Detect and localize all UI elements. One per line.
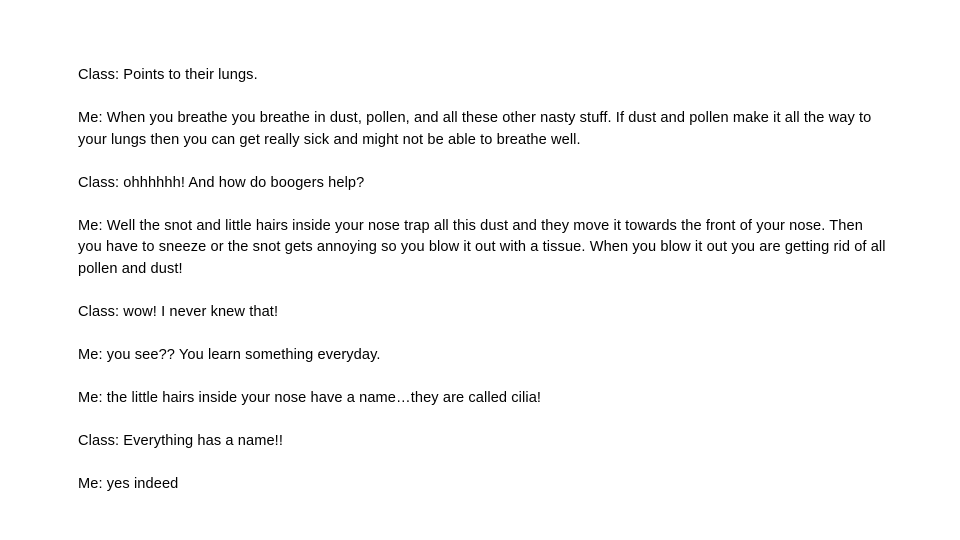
- dialogue-line-class-everything-has-name: Class: Everything has a name!!: [78, 432, 283, 449]
- dialogue-line-class-points-to-lungs: Class: Points to their lungs.: [78, 67, 258, 83]
- dialogue-line-me-yes-indeed: Me: yes indeed: [78, 475, 179, 492]
- dialogue-line-me-breathe-dust: Me: When you breathe you breathe in dust, pollen, and all these other nasty stuff. If dust and pollen make it all the way to your lungs then you can get really sick and might not be able to breathe well.: [78, 110, 872, 148]
- dialogue-line-me-learn-something: Me: you see?? You learn something everyday.: [78, 346, 381, 363]
- dialogue-line-class-never-knew: Class: wow! I never knew that!: [78, 303, 279, 320]
- dialogue-line-class-how-boogers-help: Class: ohhhhhh! And how do boogers help?: [78, 174, 365, 191]
- dialogue-text-body: [78, 65, 888, 495]
- dialogue-line-me-snot-traps-dust: Me: Well the snot and little hairs inside your nose trap all this dust and they move it towards the front of your nose. Then you have to sneeze or the snot gets annoying so you blow it out with a tissue. When you blow it out you are getting rid of all pollen and dust!: [78, 217, 886, 277]
- dialogue-line-me-cilia: Me: the little hairs inside your nose have a name…they are called cilia!: [78, 389, 542, 406]
